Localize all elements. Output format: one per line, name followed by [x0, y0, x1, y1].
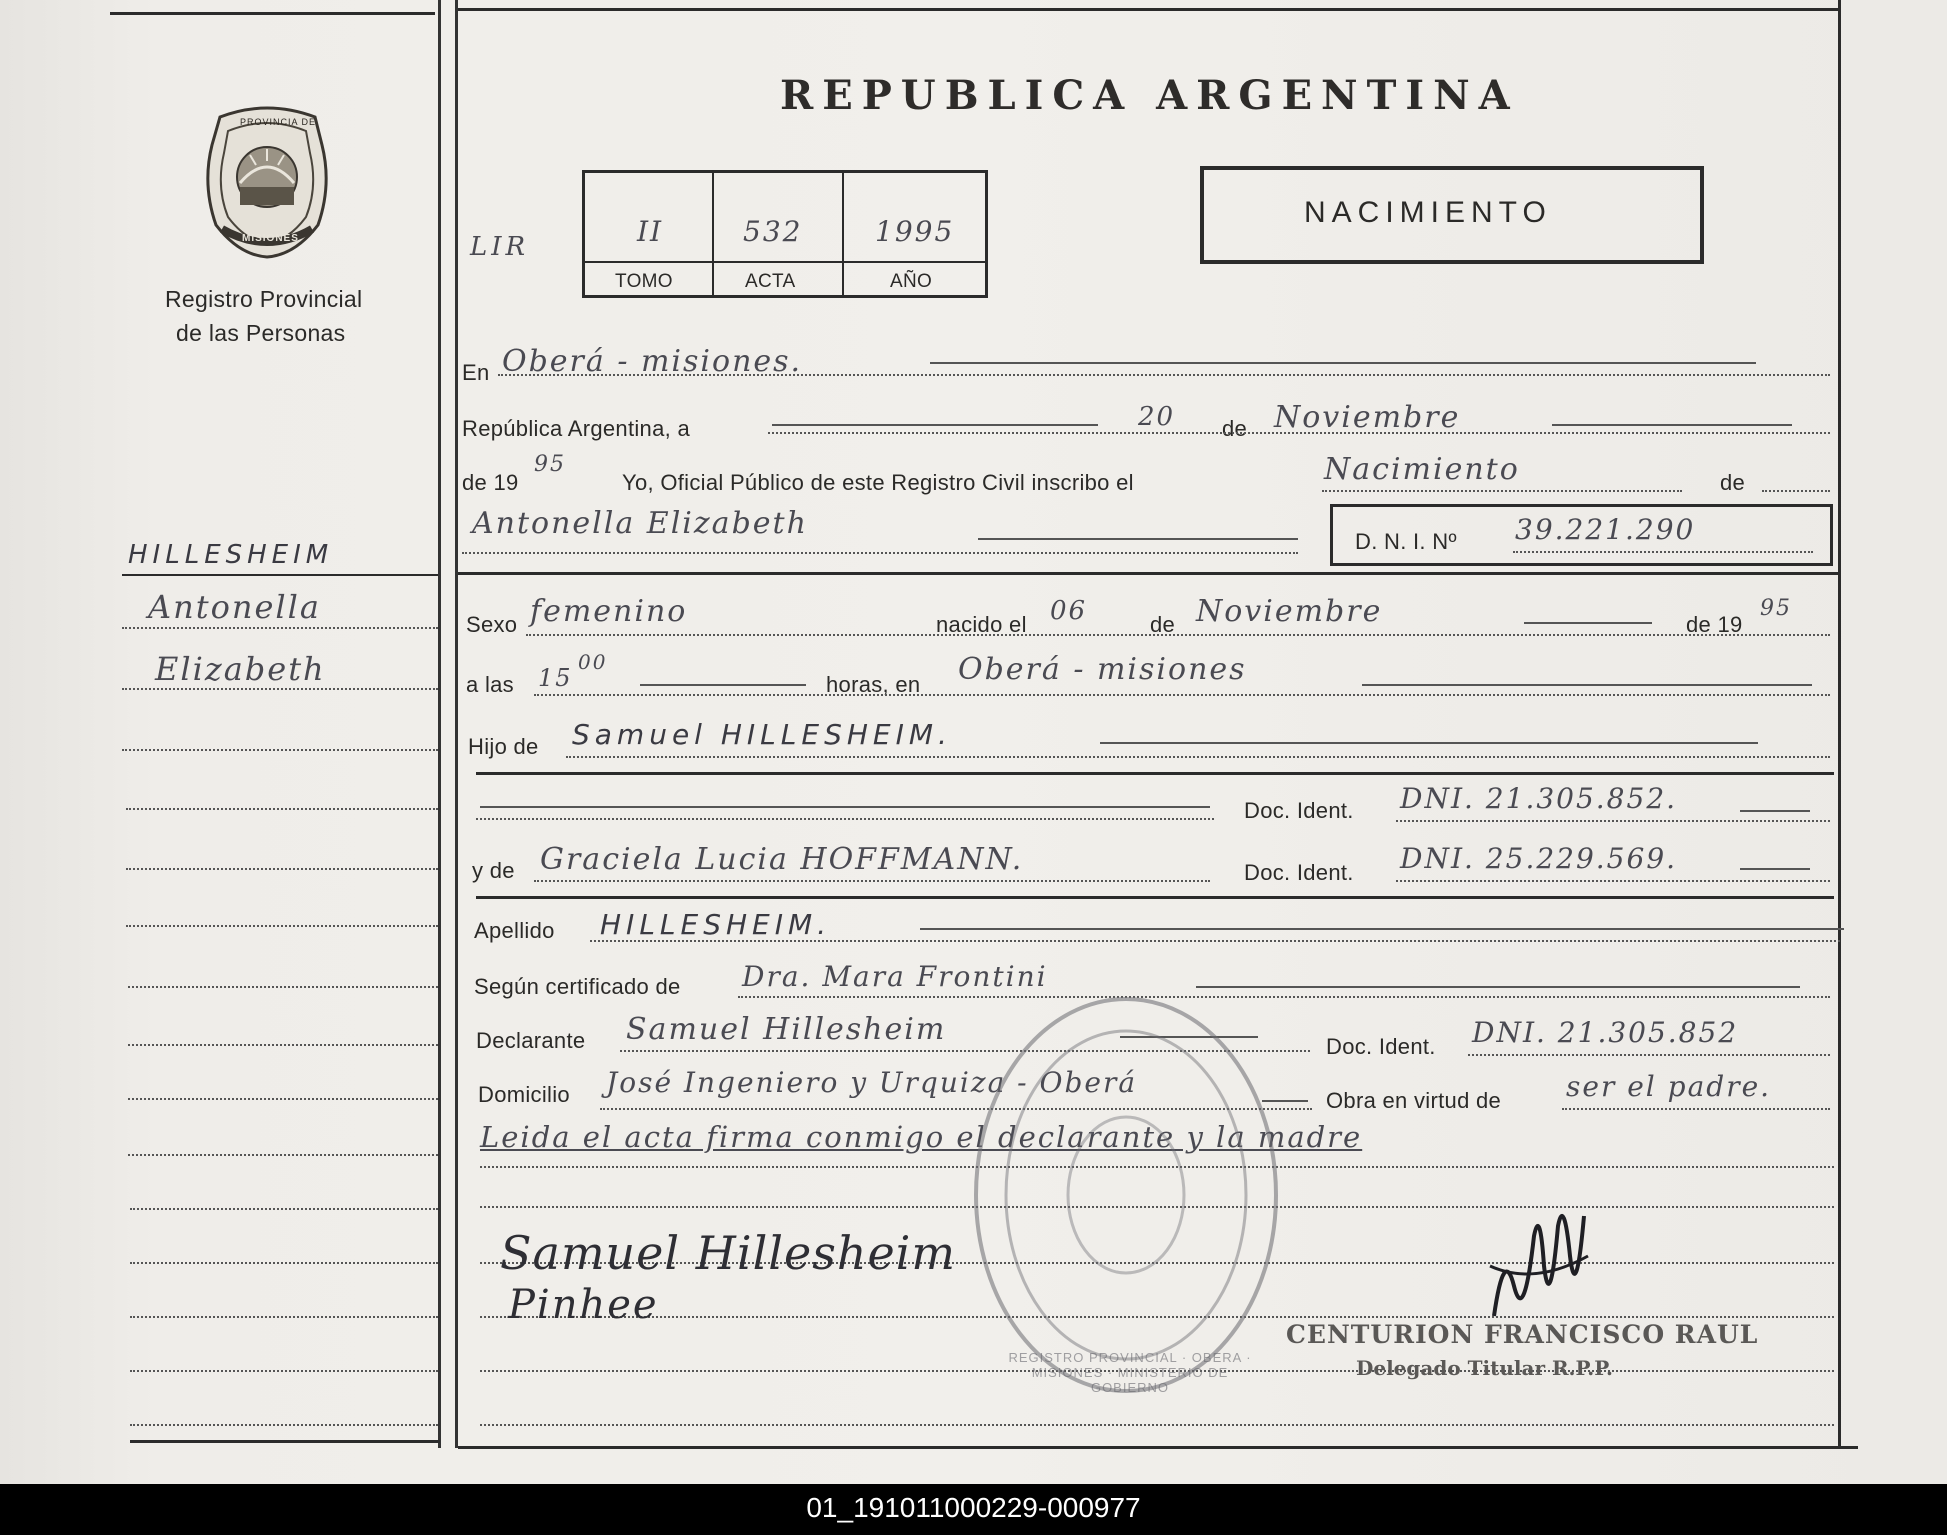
stamp-text: REGISTRO PROVINCIAL · OBERA · MISIONES · MINISTERIO DE GOBIERNO	[1008, 1350, 1252, 1395]
margin-line	[128, 1044, 438, 1046]
margin-line	[130, 1316, 438, 1318]
de-label-2: de	[1720, 470, 1746, 495]
certificate-type: NACIMIENTO	[1304, 196, 1552, 229]
hour: 15	[538, 664, 573, 692]
apellido-line	[920, 928, 1844, 930]
full-name-line	[978, 538, 1298, 540]
republica-label: República Argentina, a	[462, 416, 690, 441]
record-label-rule	[585, 261, 985, 263]
main-top-rule	[458, 8, 1840, 11]
domicilio-value: José Ingeniero y Urquiza - Oberá	[606, 1066, 1138, 1099]
line-a-las	[534, 694, 1830, 696]
sexo-value: femenino	[530, 594, 688, 629]
father-doc: DNI. 21.305.852.	[1400, 782, 1678, 815]
footer-id: 01_191011000229-000977	[806, 1492, 1141, 1523]
year-prefix-label: de 19	[462, 470, 519, 495]
declarante-value: Samuel Hillesheim	[626, 1012, 947, 1047]
father-doc-pre-line	[480, 806, 1210, 808]
registry-name-line2: de las Personas	[176, 320, 346, 346]
line-name	[462, 552, 1298, 554]
section-rule	[458, 572, 1838, 575]
sexo-label: Sexo	[466, 612, 518, 637]
line-segun	[738, 996, 1830, 998]
margin-line	[130, 1208, 438, 1210]
declarante-label: Declarante	[476, 1028, 586, 1053]
full-name: Antonella Elizabeth	[472, 506, 808, 541]
line-doc-father-2	[1396, 820, 1830, 822]
dni-line	[1513, 551, 1813, 553]
certificate-type-box	[1200, 166, 1704, 264]
yde-label: y de	[472, 858, 515, 883]
ano-label: AÑO	[890, 271, 933, 292]
officer-signature	[1484, 1196, 1594, 1332]
line-doc-mother	[1396, 880, 1830, 882]
officer-title: Delegado Titular R.P.P.	[1356, 1356, 1613, 1380]
margin-top-rule	[110, 12, 435, 15]
line-sexo	[526, 634, 1830, 636]
minutes: 00	[578, 650, 608, 674]
father-line	[1100, 742, 1758, 744]
domicilio-label: Domicilio	[478, 1082, 570, 1107]
acta-value: 532	[743, 215, 803, 248]
line-doc-father	[476, 818, 1214, 820]
margin-line	[122, 749, 438, 751]
birth-place: Oberá - misiones	[958, 652, 1247, 687]
doc-ident-label-3: Doc. Ident.	[1326, 1034, 1436, 1059]
place-line	[930, 362, 1756, 364]
line-republica	[768, 432, 1830, 434]
mother-rule	[476, 896, 1834, 899]
margin-bottom-rule	[130, 1440, 440, 1443]
declarante-doc: DNI. 21.305.852	[1472, 1016, 1739, 1049]
event: Nacimiento	[1324, 452, 1520, 487]
record-box	[582, 170, 988, 298]
line-en	[498, 374, 1830, 376]
birth-place-line	[1362, 684, 1812, 686]
apellido-label: Apellido	[474, 918, 555, 943]
record-divider	[842, 173, 844, 295]
day: 20	[1138, 402, 1176, 432]
doc-ident-label-2: Doc. Ident.	[1244, 860, 1354, 885]
birth-month: Noviembre	[1196, 594, 1383, 629]
column-divider	[438, 0, 441, 1448]
father-rule	[476, 772, 1834, 775]
obra-label: Obra en virtud de	[1326, 1088, 1502, 1113]
year-suffix: 95	[534, 452, 566, 477]
de-label-3: de	[1150, 612, 1176, 637]
margin-line	[130, 1262, 438, 1264]
margin-line	[128, 1098, 438, 1100]
dni-value: 39.221.290	[1515, 513, 1696, 546]
apellido-value: HILLESHEIM.	[600, 908, 832, 941]
horas-label: horas, en	[826, 672, 921, 697]
margin-line	[130, 1370, 438, 1372]
segun-label: Según certificado de	[474, 974, 681, 999]
line-apellido	[590, 940, 1840, 942]
country-title: REPUBLICA ARGENTINA	[780, 72, 1519, 119]
doc-ident-label: Doc. Ident.	[1244, 798, 1354, 823]
place: Oberá - misiones.	[502, 344, 803, 379]
line-hijo	[566, 756, 1830, 758]
birth-month-line	[1524, 622, 1652, 624]
record-prefix: LIR	[470, 232, 530, 262]
hijo-label: Hijo de	[468, 734, 539, 759]
mother-doc-line	[1740, 868, 1810, 870]
margin-line	[126, 808, 438, 810]
nacido-label: nacido el	[936, 612, 1027, 637]
margin-line	[122, 627, 438, 629]
father: Samuel HILLESHEIM.	[572, 718, 952, 751]
margin-line	[130, 1424, 438, 1426]
oficial-text: Yo, Oficial Público de este Registro Civil inscribo el	[622, 470, 1134, 495]
dni-box	[1330, 504, 1833, 566]
margin-line	[128, 986, 438, 988]
hour-line	[640, 684, 806, 686]
margin-name1: Antonella	[148, 588, 321, 626]
birth-year-suffix: 95	[1760, 596, 1792, 621]
blank-line	[480, 1424, 1834, 1426]
de19-label: de 19	[1686, 612, 1743, 637]
margin-line	[128, 1154, 438, 1156]
acta-label: ACTA	[745, 271, 796, 292]
birth-day: 06	[1050, 596, 1088, 626]
seal-text-top: PROVINCIA DE	[240, 117, 317, 127]
certificado-line	[1196, 986, 1800, 988]
a-las-label: a las	[466, 672, 514, 697]
official-stamp	[968, 990, 1284, 1400]
mother-doc: DNI. 25.229.569.	[1400, 842, 1678, 875]
line-mother	[534, 880, 1210, 882]
day-line	[772, 424, 1098, 426]
certificado-value: Dra. Mara Frontini	[742, 960, 1048, 993]
line-event-2	[1762, 490, 1830, 492]
provincial-seal	[200, 105, 335, 260]
month-line	[1552, 424, 1792, 426]
ano-value: 1995	[875, 215, 955, 248]
line-obra	[1562, 1108, 1830, 1110]
obra-value: ser el padre.	[1566, 1070, 1772, 1103]
margin-line	[126, 868, 438, 870]
signature-declarante: Samuel Hillesheim	[500, 1226, 956, 1280]
footer-bar	[0, 1484, 1947, 1535]
main-right-rule	[1838, 0, 1841, 1448]
dni-label: D. N. I. Nº	[1355, 529, 1457, 554]
margin-surname-rule	[122, 574, 438, 576]
main-bottom-rule	[458, 1446, 1858, 1449]
column-divider-2	[455, 0, 458, 1448]
de-label: de	[1222, 416, 1248, 441]
leida-text: Leida el acta firma conmigo el declarante y la madre	[480, 1120, 1363, 1154]
seal-text-bottom: MISIONES	[242, 233, 299, 244]
officer-name: CENTURION FRANCISCO RAUL	[1286, 1320, 1759, 1349]
tomo-label: TOMO	[615, 271, 673, 292]
margin-surname: HILLESHEIM	[128, 540, 334, 570]
signature-mother: Pinhee	[508, 1282, 659, 1328]
registry-name-line1: Registro Provincial	[165, 286, 363, 312]
month: Noviembre	[1274, 400, 1461, 435]
margin-line	[126, 925, 438, 927]
margin-line	[122, 688, 438, 690]
mother: Graciela Lucia HOFFMANN.	[540, 842, 1024, 877]
margin-name2: Elizabeth	[155, 650, 326, 688]
en-label: En	[462, 360, 490, 385]
line-declarante-doc	[1468, 1054, 1830, 1056]
father-doc-line	[1740, 810, 1810, 812]
tomo-value: II	[637, 215, 664, 248]
record-divider	[712, 173, 714, 295]
line-event	[1322, 490, 1682, 492]
